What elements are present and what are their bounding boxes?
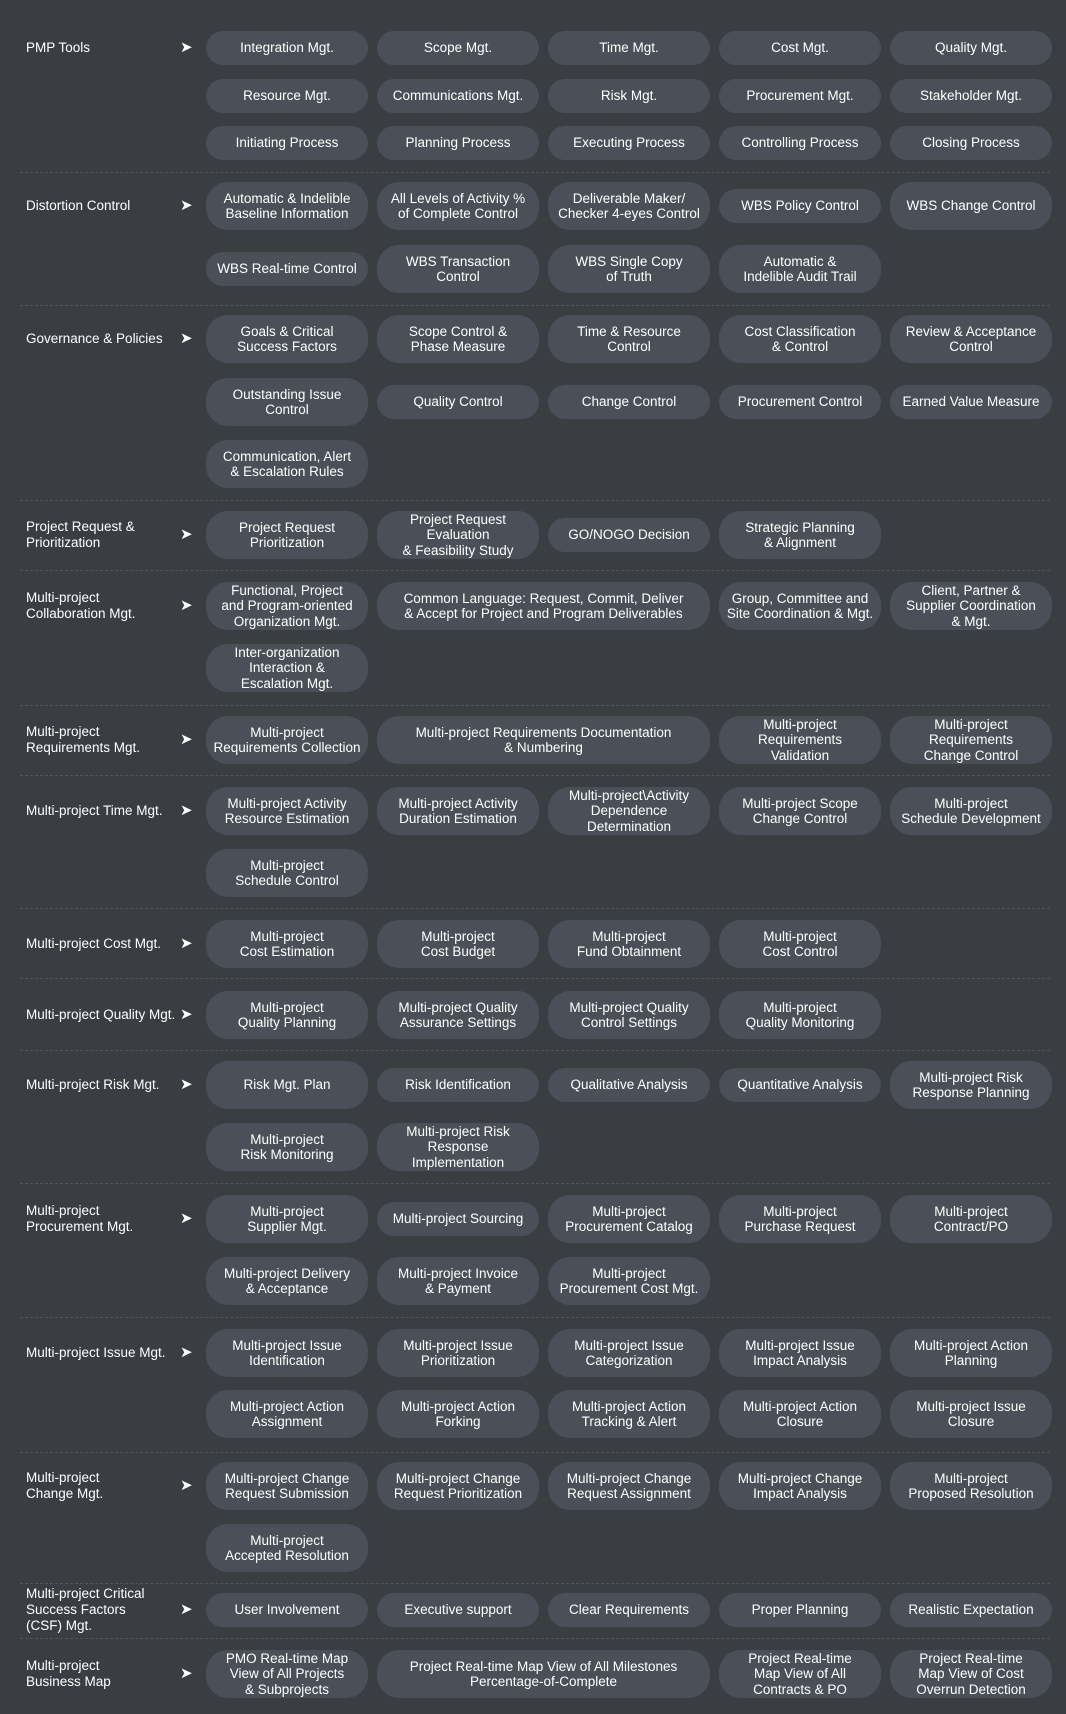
capability-button-time-resource-control[interactable]: Time & Resource Control: [548, 315, 710, 363]
arrow-right-icon: ➤: [180, 731, 193, 748]
capability-button-scope-control-phase-measure[interactable]: Scope Control & Phase Measure: [377, 315, 539, 363]
section-multi-project-critical-success-factors-csf-mgt: [20, 1583, 1050, 1639]
capability-button-clear-requirements[interactable]: Clear Requirements: [548, 1593, 710, 1627]
capability-button-quality-mgt[interactable]: Quality Mgt.: [890, 31, 1052, 65]
capability-button-multi-project-cost-budget[interactable]: Multi-project Cost Budget: [377, 920, 539, 968]
capability-button-multi-project-requirements-change-control[interactable]: Multi-project Requirements Change Control: [890, 716, 1052, 764]
capability-button-deliverable-maker-checker-4-eyes-control[interactable]: Deliverable Maker/ Checker 4-eyes Control: [548, 182, 710, 230]
capability-button-multi-project-action-assignment[interactable]: Multi-project Action Assignment: [206, 1390, 368, 1438]
capability-button-common-language-request-commit-deliver-accept-fo[interactable]: Common Language: Request, Commit, Deliver & Accept for Project and Program Deliverables: [377, 582, 710, 630]
capability-button-closing-process[interactable]: Closing Process: [890, 126, 1052, 160]
capability-button-multi-project-issue-impact-analysis[interactable]: Multi-project Issue Impact Analysis: [719, 1329, 881, 1377]
arrow-right-icon: ➤: [180, 1344, 193, 1361]
capability-button-multi-project-purchase-request[interactable]: Multi-project Purchase Request: [719, 1195, 881, 1243]
capability-button-automatic-indelible-baseline-information[interactable]: Automatic & Indelible Baseline Information: [206, 182, 368, 230]
arrow-right-icon: ➤: [180, 1210, 193, 1227]
capability-button-cost-classification-control[interactable]: Cost Classification & Control: [719, 315, 881, 363]
capability-button-initiating-process[interactable]: Initiating Process: [206, 126, 368, 160]
capability-button-multi-project-activity-dependence-determination[interactable]: Multi-project\Activity Dependence Determination: [548, 787, 710, 835]
capability-button-multi-project-proposed-resolution[interactable]: Multi-project Proposed Resolution: [890, 1462, 1052, 1510]
section-label: Multi-project Requirements Mgt.: [26, 724, 141, 755]
section-multi-project-collaboration-mgt: [20, 570, 1050, 706]
capability-button-client-partner-supplier-coordination-mgt[interactable]: Client, Partner & Supplier Coordination & Mgt.: [890, 582, 1052, 630]
arrow-right-icon: ➤: [180, 1601, 193, 1618]
capability-button-procurement-mgt[interactable]: Procurement Mgt.: [719, 79, 881, 113]
capability-button-outstanding-issue-control[interactable]: Outstanding Issue Control: [206, 378, 368, 426]
capability-button-multi-project-requirements-documentation-numberi[interactable]: Multi-project Requirements Documentation & Numbering: [377, 716, 710, 764]
capability-button-wbs-transaction-control[interactable]: WBS Transaction Control: [377, 245, 539, 293]
arrow-right-icon: ➤: [180, 1006, 193, 1023]
arrow-right-icon: ➤: [180, 802, 193, 819]
capability-button-multi-project-requirements-validation[interactable]: Multi-project Requirements Validation: [719, 716, 881, 764]
section-label: PMP Tools: [26, 40, 91, 55]
capability-button-time-mgt[interactable]: Time Mgt.: [548, 31, 710, 65]
arrow-right-icon: ➤: [180, 1665, 193, 1682]
capability-button-strategic-planning-alignment[interactable]: Strategic Planning & Alignment: [719, 511, 881, 559]
section-multi-project-cost-mgt: [20, 908, 1050, 979]
capability-button-multi-project-accepted-resolution[interactable]: Multi-project Accepted Resolution: [206, 1524, 368, 1572]
capability-button-risk-mgt[interactable]: Risk Mgt.: [548, 79, 710, 113]
section-multi-project-time-mgt: [20, 775, 1050, 909]
capability-button-project-real-time-map-view-of-all-contracts-po[interactable]: Project Real-time Map View of All Contracts & PO: [719, 1650, 881, 1698]
capability-button-multi-project-quality-control-settings[interactable]: Multi-project Quality Control Settings: [548, 991, 710, 1039]
capability-button-qualitative-analysis[interactable]: Qualitative Analysis: [548, 1068, 710, 1102]
capability-button-inter-organization-interaction-escalation-mgt[interactable]: Inter-organization Interaction & Escalation Mgt.: [206, 644, 368, 692]
capability-button-project-request-prioritization[interactable]: Project Request Prioritization: [206, 511, 368, 559]
capability-button-multi-project-procurement-cost-mgt[interactable]: Multi-project Procurement Cost Mgt.: [548, 1257, 710, 1305]
capability-button-automatic-indelible-audit-trail[interactable]: Automatic & Indelible Audit Trail: [719, 245, 881, 293]
capability-button-multi-project-contract-po[interactable]: Multi-project Contract/PO: [890, 1195, 1052, 1243]
arrow-right-icon: ➤: [180, 1076, 193, 1093]
section-label: Project Request & Prioritization: [26, 519, 135, 550]
capability-button-communication-alert-escalation-rules[interactable]: Communication, Alert & Escalation Rules: [206, 440, 368, 488]
section-governance-policies: [20, 305, 1050, 501]
capability-button-multi-project-delivery-acceptance[interactable]: Multi-project Delivery & Acceptance: [206, 1257, 368, 1305]
section-distortion-control: [20, 172, 1050, 306]
capability-button-controlling-process[interactable]: Controlling Process: [719, 126, 881, 160]
capability-button-multi-project-cost-control[interactable]: Multi-project Cost Control: [719, 920, 881, 968]
capability-button-go-nogo-decision[interactable]: GO/NOGO Decision: [548, 518, 710, 552]
capability-button-wbs-single-copy-of-truth[interactable]: WBS Single Copy of Truth: [548, 245, 710, 293]
capability-button-project-real-time-map-view-of-cost-overrun-detec[interactable]: Project Real-time Map View of Cost Overrun Detection: [890, 1650, 1052, 1698]
capability-button-executing-process[interactable]: Executing Process: [548, 126, 710, 160]
capability-button-multi-project-sourcing[interactable]: Multi-project Sourcing: [377, 1202, 539, 1236]
capability-button-multi-project-action-tracking-alert[interactable]: Multi-project Action Tracking & Alert: [548, 1390, 710, 1438]
capability-button-multi-project-cost-estimation[interactable]: Multi-project Cost Estimation: [206, 920, 368, 968]
section-label: Multi-project Time Mgt.: [26, 803, 163, 818]
section-label: Multi-project Critical Success Factors (CSF) Mgt.: [26, 1586, 145, 1633]
capability-button-multi-project-schedule-development[interactable]: Multi-project Schedule Development: [890, 787, 1052, 835]
section-label: Multi-project Change Mgt.: [26, 1470, 104, 1501]
capability-button-multi-project-quality-monitoring[interactable]: Multi-project Quality Monitoring: [719, 991, 881, 1039]
capability-button-earned-value-measure[interactable]: Earned Value Measure: [890, 385, 1052, 419]
section-label: Multi-project Risk Mgt.: [26, 1077, 160, 1092]
capability-button-multi-project-change-impact-analysis[interactable]: Multi-project Change Impact Analysis: [719, 1462, 881, 1510]
capability-button-proper-planning[interactable]: Proper Planning: [719, 1593, 881, 1627]
capability-button-multi-project-activity-resource-estimation[interactable]: Multi-project Activity Resource Estimation: [206, 787, 368, 835]
section-pmp-tools: [20, 20, 1050, 173]
capability-button-quality-control[interactable]: Quality Control: [377, 385, 539, 419]
section-multi-project-issue-mgt: [20, 1317, 1050, 1453]
capability-button-project-real-time-map-view-of-all-milestones-per[interactable]: Project Real-time Map View of All Milestones Percentage-of-Complete: [377, 1650, 710, 1698]
capability-button-wbs-real-time-control[interactable]: WBS Real-time Control: [206, 252, 368, 286]
arrow-right-icon: ➤: [180, 197, 193, 214]
arrow-right-icon: ➤: [180, 935, 193, 952]
section-multi-project-procurement-mgt: [20, 1183, 1050, 1318]
capability-button-wbs-policy-control[interactable]: WBS Policy Control: [719, 189, 881, 223]
section-label: Multi-project Business Map: [26, 1658, 111, 1689]
capability-button-resource-mgt[interactable]: Resource Mgt.: [206, 79, 368, 113]
capability-button-multi-project-change-request-submission[interactable]: Multi-project Change Request Submission: [206, 1462, 368, 1510]
capability-button-multi-project-schedule-control[interactable]: Multi-project Schedule Control: [206, 849, 368, 897]
capability-button-multi-project-requirements-collection[interactable]: Multi-project Requirements Collection: [206, 716, 368, 764]
capability-button-scope-mgt[interactable]: Scope Mgt.: [377, 31, 539, 65]
capability-button-multi-project-action-planning[interactable]: Multi-project Action Planning: [890, 1329, 1052, 1377]
capability-button-multi-project-risk-response-planning[interactable]: Multi-project Risk Response Planning: [890, 1061, 1052, 1109]
capability-button-communications-mgt[interactable]: Communications Mgt.: [377, 79, 539, 113]
capability-button-risk-identification[interactable]: Risk Identification: [377, 1068, 539, 1102]
section-label: Multi-project Quality Mgt.: [26, 1007, 176, 1022]
capability-button-multi-project-procurement-catalog[interactable]: Multi-project Procurement Catalog: [548, 1195, 710, 1243]
capability-button-quantitative-analysis[interactable]: Quantitative Analysis: [719, 1068, 881, 1102]
section-label: Multi-project Collaboration Mgt.: [26, 590, 136, 621]
arrow-right-icon: ➤: [180, 597, 193, 614]
capability-button-wbs-change-control[interactable]: WBS Change Control: [890, 182, 1052, 230]
capability-button-all-levels-of-activity-of-complete-control[interactable]: All Levels of Activity % of Complete Control: [377, 182, 539, 230]
capability-button-multi-project-fund-obtainment[interactable]: Multi-project Fund Obtainment: [548, 920, 710, 968]
capability-button-multi-project-scope-change-control[interactable]: Multi-project Scope Change Control: [719, 787, 881, 835]
section-project-request-prioritization: [20, 500, 1050, 571]
capability-button-multi-project-activity-duration-estimation[interactable]: Multi-project Activity Duration Estimation: [377, 787, 539, 835]
capability-button-executive-support[interactable]: Executive support: [377, 1593, 539, 1627]
section-label: Distortion Control: [26, 198, 131, 213]
capability-button-integration-mgt[interactable]: Integration Mgt.: [206, 31, 368, 65]
section-multi-project-requirements-mgt: [20, 705, 1050, 776]
capability-button-group-committee-and-site-coordination-mgt[interactable]: Group, Committee and Site Coordination & Mgt.: [719, 582, 881, 630]
capability-button-multi-project-change-request-assignment[interactable]: Multi-project Change Request Assignment: [548, 1462, 710, 1510]
capability-button-multi-project-action-closure[interactable]: Multi-project Action Closure: [719, 1390, 881, 1438]
capability-button-procurement-control[interactable]: Procurement Control: [719, 385, 881, 419]
capability-button-change-control[interactable]: Change Control: [548, 385, 710, 419]
capability-button-multi-project-risk-response-implementation[interactable]: Multi-project Risk Response Implementation: [377, 1123, 539, 1171]
capability-button-multi-project-issue-categorization[interactable]: Multi-project Issue Categorization: [548, 1329, 710, 1377]
capability-button-multi-project-issue-closure[interactable]: Multi-project Issue Closure: [890, 1390, 1052, 1438]
section-label: Governance & Policies: [26, 331, 163, 346]
capability-button-multi-project-issue-identification[interactable]: Multi-project Issue Identification: [206, 1329, 368, 1377]
section-label: Multi-project Procurement Mgt.: [26, 1203, 134, 1234]
capability-button-multi-project-risk-monitoring[interactable]: Multi-project Risk Monitoring: [206, 1123, 368, 1171]
section-multi-project-business-map: [20, 1638, 1050, 1714]
capability-button-multi-project-quality-planning[interactable]: Multi-project Quality Planning: [206, 991, 368, 1039]
capability-button-project-request-evaluation-feasibility-study[interactable]: Project Request Evaluation & Feasibility Study: [377, 511, 539, 559]
capability-button-review-acceptance-control[interactable]: Review & Acceptance Control: [890, 315, 1052, 363]
capability-button-multi-project-action-forking[interactable]: Multi-project Action Forking: [377, 1390, 539, 1438]
section-multi-project-quality-mgt: [20, 978, 1050, 1051]
capability-button-risk-mgt-plan[interactable]: Risk Mgt. Plan: [206, 1061, 368, 1109]
arrow-right-icon: ➤: [180, 1477, 193, 1494]
section-label: Multi-project Cost Mgt.: [26, 936, 162, 951]
section-multi-project-risk-mgt: [20, 1050, 1050, 1184]
section-label: Multi-project Issue Mgt.: [26, 1345, 166, 1360]
capability-button-multi-project-invoice-payment[interactable]: Multi-project Invoice & Payment: [377, 1257, 539, 1305]
capability-button-pmo-real-time-map-view-of-all-projects-subprojec[interactable]: PMO Real-time Map View of All Projects & Subprojects: [206, 1650, 368, 1698]
capability-button-cost-mgt[interactable]: Cost Mgt.: [719, 31, 881, 65]
section-multi-project-change-mgt: [20, 1452, 1050, 1584]
arrow-right-icon: ➤: [180, 39, 193, 56]
capability-button-functional-project-and-program-oriented-organiza[interactable]: Functional, Project and Program-oriented Organization Mgt.: [206, 582, 368, 630]
capability-button-goals-critical-success-factors[interactable]: Goals & Critical Success Factors: [206, 315, 368, 363]
capability-button-planning-process[interactable]: Planning Process: [377, 126, 539, 160]
arrow-right-icon: ➤: [180, 526, 193, 543]
capability-button-multi-project-issue-prioritization[interactable]: Multi-project Issue Prioritization: [377, 1329, 539, 1377]
capability-button-multi-project-supplier-mgt[interactable]: Multi-project Supplier Mgt.: [206, 1195, 368, 1243]
capability-button-multi-project-change-request-prioritization[interactable]: Multi-project Change Request Prioritization: [377, 1462, 539, 1510]
capability-button-stakeholder-mgt[interactable]: Stakeholder Mgt.: [890, 79, 1052, 113]
capability-button-multi-project-quality-assurance-settings[interactable]: Multi-project Quality Assurance Settings: [377, 991, 539, 1039]
capability-button-user-involvement[interactable]: User Involvement: [206, 1593, 368, 1627]
capability-button-realistic-expectation[interactable]: Realistic Expectation: [890, 1593, 1052, 1627]
arrow-right-icon: ➤: [180, 330, 193, 347]
